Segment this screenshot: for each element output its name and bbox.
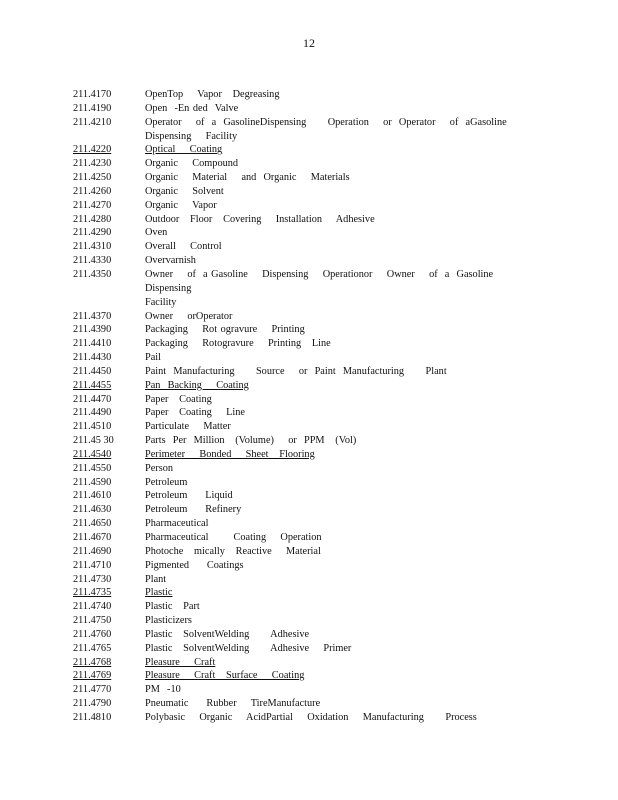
section-number: 211.4810 xyxy=(73,711,112,723)
defined-term: Plant xyxy=(145,573,167,585)
section-number: 211.4390 xyxy=(73,324,112,336)
section-number: 211.4760 xyxy=(73,628,112,640)
section-number: 211.4630 xyxy=(73,504,112,516)
section-number: 211.4730 xyxy=(73,573,112,585)
section-number: 211.4230 xyxy=(73,158,112,170)
section-number: 211.4650 xyxy=(73,518,112,530)
section-number: 211.4220 xyxy=(73,144,112,156)
definition-entry xyxy=(73,586,543,600)
defined-term: Organic Material and Organic Materials xyxy=(145,172,350,184)
definition-entry xyxy=(73,351,543,365)
section-number: 211.4610 xyxy=(73,490,112,502)
defined-term: Pharmaceutical xyxy=(145,518,209,530)
definition-entry xyxy=(73,88,543,102)
definition-entry xyxy=(73,517,543,531)
defined-term: Pan Backing Coating xyxy=(145,379,249,391)
defined-term: Polybasic Organic AcidPartial Oxidation Manufacturing Process xyxy=(145,711,477,723)
definitions-list xyxy=(73,88,543,725)
definition-entry xyxy=(73,379,543,393)
section-number: 211.4750 xyxy=(73,615,112,627)
defined-term: Pneumatic Rubber TireManufacture xyxy=(145,698,321,710)
definition-entry xyxy=(73,226,543,240)
defined-term: Pleasure Craft xyxy=(145,656,216,668)
section-number: 211.4290 xyxy=(73,227,112,239)
defined-term: Outdoor Floor Covering Installation Adhesive xyxy=(145,213,375,225)
defined-term: Paper Coating Line xyxy=(145,407,245,419)
defined-term: Pleasure Craft Surface Coating xyxy=(145,670,305,682)
definition-entry xyxy=(73,669,543,683)
section-number: 211.4765 xyxy=(73,642,112,654)
definition-entry xyxy=(73,116,543,144)
definition-entry xyxy=(73,476,543,490)
defined-term: Pigmented Coatings xyxy=(145,559,244,571)
defined-term: OpenTop Vapor Degreasing xyxy=(145,89,280,100)
definition-entry xyxy=(73,573,543,587)
definition-entry xyxy=(73,420,543,434)
section-number: 211.4270 xyxy=(73,199,112,211)
section-number: 211.45 30 xyxy=(73,435,114,447)
section-number: 211.4280 xyxy=(73,213,112,225)
defined-term: Packaging Rot ogravure Printing xyxy=(145,324,305,336)
definition-entry xyxy=(73,545,543,559)
defined-term: Perimeter Bonded Sheet Flooring xyxy=(145,448,315,460)
definition-entry xyxy=(73,157,543,171)
defined-term: Plasticizers xyxy=(145,615,192,627)
definition-entry xyxy=(73,628,543,642)
definition-entry xyxy=(73,254,543,268)
definition-entry xyxy=(73,323,543,337)
defined-term: Pharmaceutical Coating Operation xyxy=(145,532,322,543)
defined-term: Organic Vapor xyxy=(145,199,217,211)
definition-entry xyxy=(73,393,543,407)
definition-entry xyxy=(73,365,543,379)
defined-term: Owner of a Gasoline Dispensing Operationor Owner of a Gasoline Dispensing Facility xyxy=(145,268,494,308)
definition-entry xyxy=(73,531,543,545)
section-number: 211.4540 xyxy=(73,448,112,460)
section-number: 211.4330 xyxy=(73,255,112,267)
defined-term: Overall Control xyxy=(145,241,222,253)
defined-term: Paint Manufacturing Source or Paint Manufacturing Plant xyxy=(145,365,447,377)
defined-term: Person xyxy=(145,462,174,474)
section-number: 211.4510 xyxy=(73,421,112,433)
section-number: 211.4455 xyxy=(73,379,112,391)
defined-term: Owner orOperator xyxy=(145,310,233,322)
defined-term: Plastic Part xyxy=(145,601,200,613)
section-number: 211.4370 xyxy=(73,310,112,322)
definition-entry xyxy=(73,503,543,517)
defined-term: Particulate Matter xyxy=(145,421,231,433)
definition-entry xyxy=(73,102,543,116)
definition-entry xyxy=(73,310,543,324)
section-number: 211.4250 xyxy=(73,172,112,184)
definition-entry xyxy=(73,185,543,199)
section-number: 211.4310 xyxy=(73,241,112,253)
definition-entry xyxy=(73,337,543,351)
definition-entry xyxy=(73,199,543,213)
definition-entry xyxy=(73,697,543,711)
definition-entry xyxy=(73,642,543,656)
section-number: 211.4770 xyxy=(73,684,112,696)
definition-entry xyxy=(73,143,543,157)
defined-term: Operator of a GasolineDispensing Operation or Operator of aGasoline Dispensing Facility xyxy=(145,116,507,142)
section-number: 211.4350 xyxy=(73,268,112,280)
section-number: 211.4410 xyxy=(73,338,112,350)
definition-entry xyxy=(73,268,543,310)
definition-entry xyxy=(73,171,543,185)
definition-entry xyxy=(73,448,543,462)
section-number: 211.4768 xyxy=(73,656,112,668)
section-number: 211.4670 xyxy=(73,532,112,543)
defined-term: PM -10 xyxy=(145,684,181,696)
defined-term: Photoche mically Reactive Material xyxy=(145,545,321,557)
defined-term: Petroleum xyxy=(145,476,188,488)
defined-term: Organic Solvent xyxy=(145,185,224,197)
defined-term: Pail xyxy=(145,352,162,364)
section-number: 211.4470 xyxy=(73,393,112,405)
defined-term: Open -En ded Valve xyxy=(145,102,239,114)
section-number: 211.4735 xyxy=(73,587,112,599)
section-number: 211.4710 xyxy=(73,559,112,571)
definition-entry xyxy=(73,600,543,614)
section-number: 211.4790 xyxy=(73,698,112,710)
definition-entry xyxy=(73,656,543,670)
definition-entry xyxy=(73,711,543,725)
definition-entry xyxy=(73,213,543,227)
defined-term: Packaging Rotogravure Printing Line xyxy=(145,338,331,350)
definition-entry xyxy=(73,683,543,697)
section-number: 211.4210 xyxy=(73,116,112,128)
definition-entry xyxy=(73,406,543,420)
section-number: 211.4740 xyxy=(73,601,112,613)
defined-term: Plastic SolventWelding Adhesive xyxy=(145,628,310,640)
definition-entry xyxy=(73,240,543,254)
section-number: 211.4490 xyxy=(73,407,112,419)
defined-term: Plastic xyxy=(145,587,173,599)
section-number: 211.4450 xyxy=(73,365,112,377)
defined-term: Parts Per Million (Volume) or PPM (Vol) xyxy=(145,435,357,447)
section-number: 211.4170 xyxy=(73,89,112,100)
definition-entry xyxy=(73,489,543,503)
defined-term: Petroleum Refinery xyxy=(145,504,242,516)
defined-term: Overvarnish xyxy=(145,255,196,267)
definition-entry xyxy=(73,559,543,573)
section-number: 211.4769 xyxy=(73,670,112,682)
definition-entry xyxy=(73,462,543,476)
defined-term: Petroleum Liquid xyxy=(145,490,233,502)
defined-term: Paper Coating xyxy=(145,393,212,405)
section-number: 211.4690 xyxy=(73,545,112,557)
definition-entry xyxy=(73,614,543,628)
defined-term: Oven xyxy=(145,227,168,239)
definition-entry xyxy=(73,434,543,448)
section-number: 211.4590 xyxy=(73,476,112,488)
section-number: 211.4190 xyxy=(73,102,112,114)
section-number: 211.4430 xyxy=(73,352,112,364)
section-number: 211.4260 xyxy=(73,185,112,197)
defined-term: Optical Coating xyxy=(145,144,223,156)
section-number: 211.4550 xyxy=(73,462,112,474)
defined-term: Plastic SolventWelding Adhesive Primer xyxy=(145,642,352,654)
page-number: 12 xyxy=(303,36,315,50)
defined-term: Organic Compound xyxy=(145,158,239,170)
